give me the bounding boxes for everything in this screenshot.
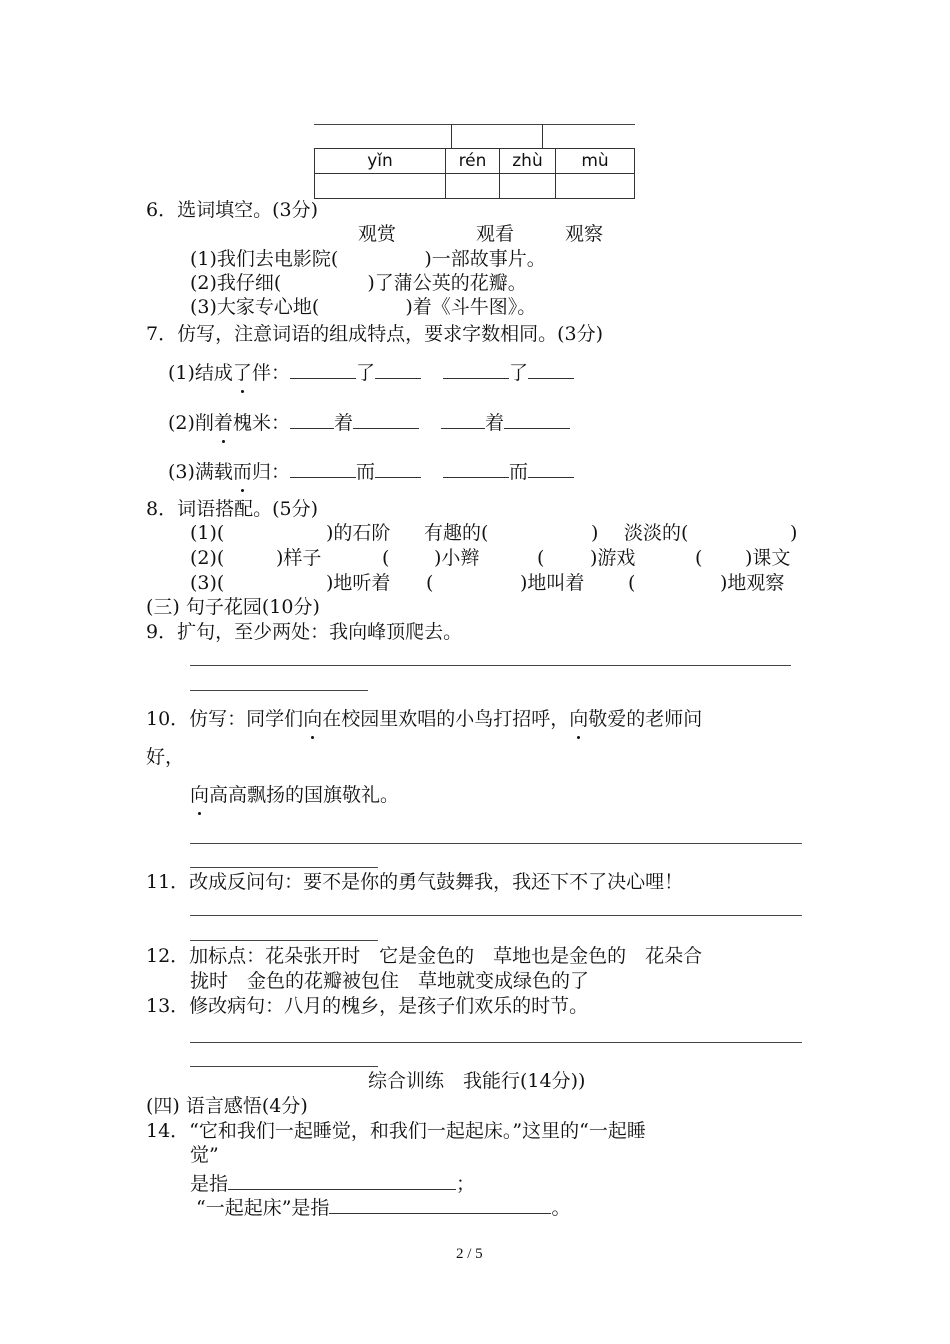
q10-line-3: 向高高飘扬的国旗敬礼。 xyxy=(190,784,400,806)
q7-row-2: (2)削着槐米： 着 着 xyxy=(168,410,570,433)
q10-answer-line[interactable] xyxy=(190,867,378,868)
q9-answer-line[interactable] xyxy=(190,690,368,691)
q7-blank[interactable] xyxy=(375,459,421,478)
q12-line-2: 拢时 金色的花瓣被包住 草地就变成绿色的了 xyxy=(190,970,590,992)
q14-line-3: 是指 ； xyxy=(190,1173,476,1195)
q13-answer-line[interactable] xyxy=(190,1066,378,1067)
section-3-title: (三) 句子花园(10分) xyxy=(146,596,320,618)
pinyin-answer-cell[interactable] xyxy=(315,174,446,199)
q7-blank[interactable] xyxy=(443,360,509,379)
q10-line-2: 好， xyxy=(146,746,185,768)
pinyin-answer-cell[interactable] xyxy=(446,174,500,199)
q14-answer-blank[interactable] xyxy=(228,1171,456,1190)
q14-line-4: “一起起床”是指 。 xyxy=(196,1197,571,1219)
q14-answer-blank[interactable] xyxy=(329,1195,551,1214)
q7-blank[interactable] xyxy=(290,410,334,429)
pinyin-answer-cell[interactable] xyxy=(556,174,635,199)
q7-blank[interactable] xyxy=(441,410,485,429)
pinyin-table-top-line xyxy=(314,124,635,125)
q13-answer-line[interactable] xyxy=(190,1042,802,1043)
q7-row-3: (3)满载而归： 而 而 xyxy=(168,459,574,482)
pinyin-table-top-divider-1 xyxy=(451,124,452,148)
q6-item-2: (2)我仔细( )了蒲公英的花瓣。 xyxy=(190,272,527,294)
q7-blank[interactable] xyxy=(528,360,574,379)
pinyin-table xyxy=(314,148,635,199)
section-heading: 综合训练 我能行(14分)) xyxy=(368,1070,586,1092)
q7-row-1: (1)结成了伴： 了 了 xyxy=(168,360,574,383)
q6-choice: 观赏 xyxy=(358,223,397,245)
q12-line-1: 12．加标点：花朵张开时 它是金色的 草地也是金色的 花朵合 xyxy=(146,945,703,967)
q7-blank[interactable] xyxy=(375,360,421,379)
q13-text: 13．修改病句：八月的槐乡，是孩子们欢乐的时节。 xyxy=(146,995,589,1017)
q10-line-1: 10．仿写：同学们向在校园里欢唱的小鸟打招呼，向敬爱的老师问 xyxy=(146,708,703,730)
q6-item-1: (1)我们去电影院( )一部故事片。 xyxy=(190,248,546,270)
q9-text: 9．扩句，至少两处：我向峰顶爬去。 xyxy=(146,621,463,643)
q11-answer-line[interactable] xyxy=(190,940,378,941)
q14-line-2: 觉” xyxy=(190,1144,219,1166)
q7-title: 7．仿写，注意词语的组成特点，要求字数相同。(3分) xyxy=(146,323,604,345)
q7-blank[interactable] xyxy=(504,410,570,429)
q9-answer-line[interactable] xyxy=(190,665,791,666)
section-4-title: (四) 语言感悟(4分) xyxy=(146,1095,308,1117)
q10-answer-line[interactable] xyxy=(190,843,802,844)
pinyin-answer-cell[interactable] xyxy=(500,174,556,199)
q7-blank[interactable] xyxy=(443,459,509,478)
pinyin-cell: rén xyxy=(446,149,500,174)
q11-text: 11．改成反问句：要不是你的勇气鼓舞我，我还下不了决心哩！ xyxy=(146,871,684,893)
page-number: 2 / 5 xyxy=(456,1246,483,1262)
pinyin-cell: mù xyxy=(556,149,635,174)
q11-answer-line[interactable] xyxy=(190,915,802,916)
q6-item-3: (3)大家专心地( )着《斗牛图》。 xyxy=(190,296,537,318)
q6-choice: 观察 xyxy=(565,223,604,245)
q6-title: 6．选词填空。(3分) xyxy=(146,199,319,221)
q7-blank[interactable] xyxy=(290,459,356,478)
q8-title: 8．词语搭配。(5分) xyxy=(146,498,319,520)
pinyin-cell: yǐn xyxy=(315,149,446,174)
pinyin-table-top-divider-2 xyxy=(542,124,543,148)
q14-line-1: 14．“它和我们一起睡觉，和我们一起起床。”这里的“一起睡 xyxy=(146,1120,646,1142)
q7-blank[interactable] xyxy=(528,459,574,478)
q6-choice: 观看 xyxy=(476,223,515,245)
q7-blank[interactable] xyxy=(353,410,419,429)
q7-blank[interactable] xyxy=(290,360,356,379)
pinyin-cell: zhù xyxy=(500,149,556,174)
